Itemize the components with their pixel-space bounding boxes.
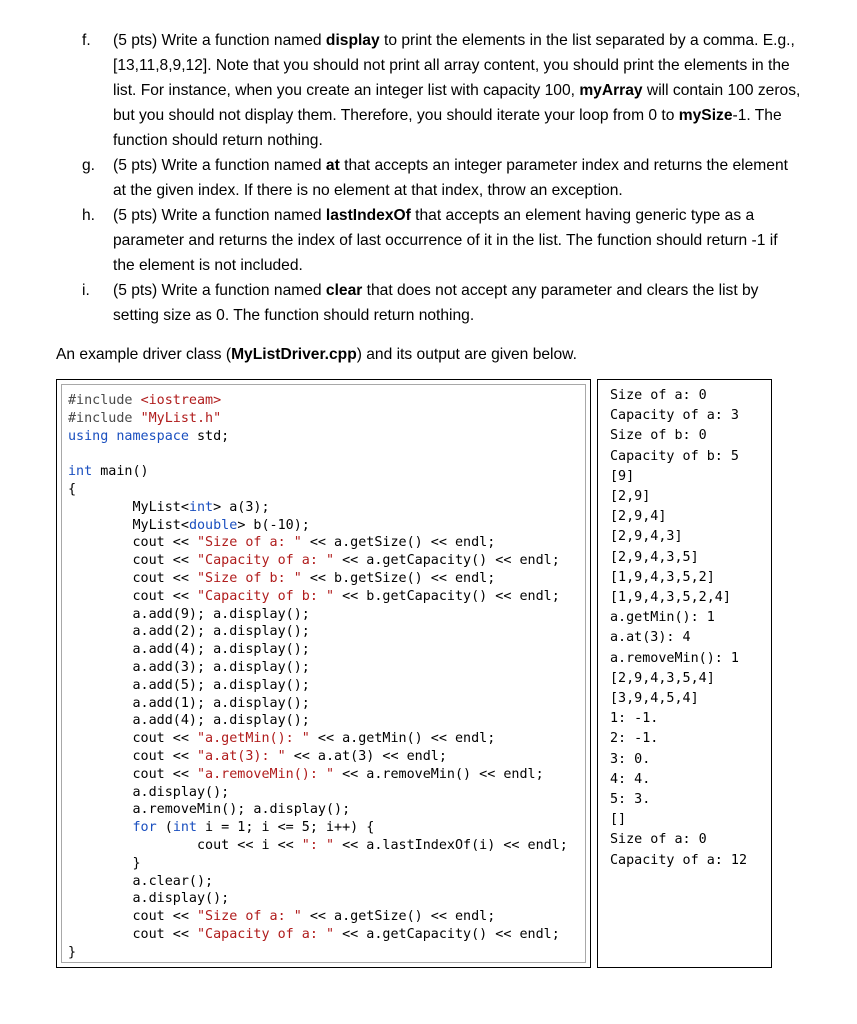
code-token: main() — [92, 464, 149, 480]
output-line: [2,9,4,3] — [610, 529, 683, 545]
item-text-part: that accepts an integer parameter index and returns the element at the given index. If there is no element at that index, throw an exception. — [113, 157, 788, 199]
code-token: using — [68, 428, 109, 444]
code-listing — [68, 392, 568, 962]
code-token: #include — [68, 410, 141, 426]
output-line: 1: -1. — [610, 711, 659, 727]
code-token: cout << — [68, 570, 197, 586]
code-token: "a.at(3): " — [197, 748, 286, 764]
code-token: << a.getMin() << endl; — [309, 731, 496, 747]
driver-intro-before: An example driver class ( — [56, 346, 232, 363]
code-token: << a.lastIndexOf(i) << endl; — [334, 837, 568, 853]
output-line: [1,9,4,3,5,2] — [610, 569, 715, 585]
question-item — [82, 153, 802, 203]
bold-term: clear — [325, 282, 363, 299]
code-token: "MyList.h" — [140, 410, 222, 426]
code-line — [68, 571, 495, 586]
item-letter: f. — [82, 32, 91, 49]
code-token: "a.getMin(): " — [197, 731, 310, 747]
output-line: [2,9,4] — [610, 509, 667, 525]
code-token: } — [68, 944, 77, 960]
output-line: [1,9,4,3,5,2,4] — [610, 590, 731, 606]
code-token: << b.getSize() << endl; — [301, 570, 496, 586]
driver-intro — [56, 344, 577, 366]
code-token: << b.getCapacity() << endl; — [334, 588, 560, 604]
question-item — [82, 203, 802, 278]
code-line — [68, 518, 310, 533]
code-token: a.removeMin(); a.display(); — [68, 802, 351, 818]
code-token: cout << i << — [68, 837, 302, 853]
code-line — [68, 945, 76, 960]
item-text-part: to print the elements in the list separated by a comma. E.g., [13,11,8,9,12]. Note that you should not print all array content, you should print the elements in the list. For instance, when you create an integer list with capacity 100, — [113, 32, 795, 99]
code-line — [68, 838, 568, 853]
code-token: << a.getSize() << endl; — [301, 909, 496, 925]
code-line — [68, 500, 270, 515]
output-listing — [610, 386, 747, 871]
code-token: namespace — [116, 428, 189, 444]
code-line — [68, 767, 544, 782]
code-token: double — [188, 517, 238, 533]
code-token: ( — [156, 820, 173, 836]
code-token: i = 1; i <= 5; i++) { — [197, 820, 375, 836]
code-token: "Size of b: " — [197, 570, 302, 586]
item-letter: h. — [82, 207, 96, 224]
bold-term: lastIndexOf — [325, 207, 411, 224]
output-line: Capacity of a: 12 — [610, 852, 748, 868]
code-token: "a.removeMin(): " — [197, 766, 335, 782]
code-box — [56, 379, 591, 968]
output-line: [] — [610, 812, 627, 828]
code-token: "Size of a: " — [197, 909, 302, 925]
bold-term: mySize — [678, 107, 733, 124]
code-token: << a.getSize() << endl; — [301, 535, 496, 551]
code-line — [68, 589, 560, 604]
code-token: > a(3); — [213, 499, 270, 515]
item-text-part: that accepts an element having generic type as a parameter and returns the index of last occurrence of it in the list. The function should return -1 if the element is not included. — [113, 207, 778, 274]
code-token: << a.getCapacity() << endl; — [334, 553, 560, 569]
code-line — [68, 927, 560, 942]
code-token: } — [68, 855, 141, 871]
code-token: cout << — [68, 748, 197, 764]
code-token: <iostream> — [140, 393, 222, 408]
code-token: a.add(5); a.display(); — [68, 677, 310, 693]
code-line — [68, 464, 149, 479]
code-token: a.add(3); a.display(); — [68, 659, 310, 675]
output-line: Size of a: 0 — [610, 832, 707, 848]
item-text — [113, 203, 802, 278]
output-line: a.removeMin(): 1 — [610, 650, 739, 666]
code-token: a.add(1); a.display(); — [68, 695, 310, 711]
item-text — [113, 153, 802, 203]
output-line: 5: 3. — [610, 792, 651, 808]
output-line: Capacity of a: 3 — [610, 408, 739, 424]
code-token: ": " — [301, 837, 335, 853]
code-token: a.add(2); a.display(); — [68, 624, 310, 640]
item-letter: g. — [82, 157, 96, 174]
code-token: cout << — [68, 909, 197, 925]
code-token: a.add(4); a.display(); — [68, 713, 310, 729]
code-token: cout << — [68, 766, 197, 782]
code-token: a.add(9); a.display(); — [68, 606, 310, 622]
code-token: #include — [68, 393, 141, 408]
output-line: a.getMin(): 1 — [610, 610, 715, 626]
driver-intro-after: ) and its output are given below. — [356, 346, 577, 363]
code-line — [68, 785, 229, 800]
output-line: 2: -1. — [610, 731, 659, 747]
code-line — [68, 411, 221, 426]
code-token: cout << — [68, 588, 197, 604]
code-line — [68, 802, 350, 817]
code-token: "Capacity of b: " — [197, 588, 335, 604]
code-token: a.clear(); — [68, 873, 214, 889]
code-token: "Capacity of a: " — [197, 553, 335, 569]
output-line: [2,9,4,3,5,4] — [610, 670, 715, 686]
code-line — [68, 393, 221, 408]
code-line — [68, 909, 495, 924]
item-text-part: (5 pts) Write a function named — [113, 207, 326, 224]
item-text-part: -1. The function should return nothing. — [113, 107, 782, 149]
code-token: int — [188, 499, 214, 515]
code-line — [68, 874, 213, 889]
output-line: [3,9,4,5,4] — [610, 691, 699, 707]
output-line: Capacity of b: 5 — [610, 448, 739, 464]
item-text — [113, 278, 802, 328]
code-token: a.display(); — [68, 891, 230, 907]
item-letter: i. — [82, 282, 90, 299]
output-line: [9] — [610, 468, 635, 484]
code-token: "Capacity of a: " — [197, 926, 335, 942]
code-token: int — [172, 820, 197, 836]
output-line: Size of a: 0 — [610, 388, 707, 403]
code-line — [68, 696, 310, 711]
code-token: cout << — [68, 535, 197, 551]
bold-term: at — [325, 157, 340, 174]
code-token: std; — [188, 428, 230, 444]
code-line — [68, 535, 495, 550]
question-items — [82, 28, 802, 328]
bold-term: myArray — [579, 82, 643, 99]
code-line — [68, 678, 310, 693]
code-token: cout << — [68, 553, 197, 569]
bold-term: display — [325, 32, 380, 49]
code-line — [68, 891, 229, 906]
code-line — [68, 429, 229, 444]
output-box — [597, 379, 772, 968]
code-token: > b(-10); — [237, 517, 310, 533]
item-text-part: (5 pts) Write a function named — [113, 32, 326, 49]
code-line — [68, 713, 310, 728]
code-token: { — [68, 481, 77, 497]
code-line — [68, 731, 495, 746]
item-text-part: that does not accept any parameter and clears the list by setting size as 0. The function should return nothing. — [113, 282, 759, 324]
code-token: for — [132, 820, 157, 836]
code-line — [68, 482, 76, 497]
code-token: MyList< — [68, 517, 189, 533]
output-line: Size of b: 0 — [610, 428, 707, 444]
code-token: << a.getCapacity() << endl; — [334, 926, 560, 942]
code-line — [68, 553, 560, 568]
code-line — [68, 660, 310, 675]
question-item — [82, 28, 802, 153]
question-item — [82, 278, 802, 328]
output-line: a.at(3): 4 — [610, 630, 691, 646]
output-line: [2,9,4,3,5] — [610, 549, 699, 565]
item-text-part: (5 pts) Write a function named — [113, 282, 326, 299]
code-line — [68, 607, 310, 622]
code-line — [68, 642, 310, 657]
code-token: a.add(4); a.display(); — [68, 642, 310, 658]
code-token: cout << — [68, 731, 197, 747]
item-text — [113, 28, 802, 153]
code-token: << a.removeMin() << endl; — [334, 766, 544, 782]
output-line: [2,9] — [610, 489, 651, 505]
code-token: a.display(); — [68, 784, 230, 800]
code-line — [68, 820, 374, 835]
output-line: 3: 0. — [610, 751, 651, 767]
code-line — [68, 856, 141, 871]
code-token: "Size of a: " — [197, 535, 302, 551]
code-token: int — [68, 464, 93, 480]
code-token — [68, 820, 133, 835]
item-text-part: (5 pts) Write a function named — [113, 157, 326, 174]
code-token: cout << — [68, 926, 197, 942]
output-line: 4: 4. — [610, 771, 651, 787]
code-token: << a.at(3) << endl; — [285, 748, 447, 764]
code-line — [68, 749, 447, 764]
code-line — [68, 624, 310, 639]
code-token: MyList< — [68, 499, 189, 515]
driver-filename: MyListDriver.cpp — [231, 346, 357, 363]
item-text-part: will contain 100 zeros, but you should not display them. Therefore, you should iterate your loop from 0 to — [113, 82, 801, 124]
